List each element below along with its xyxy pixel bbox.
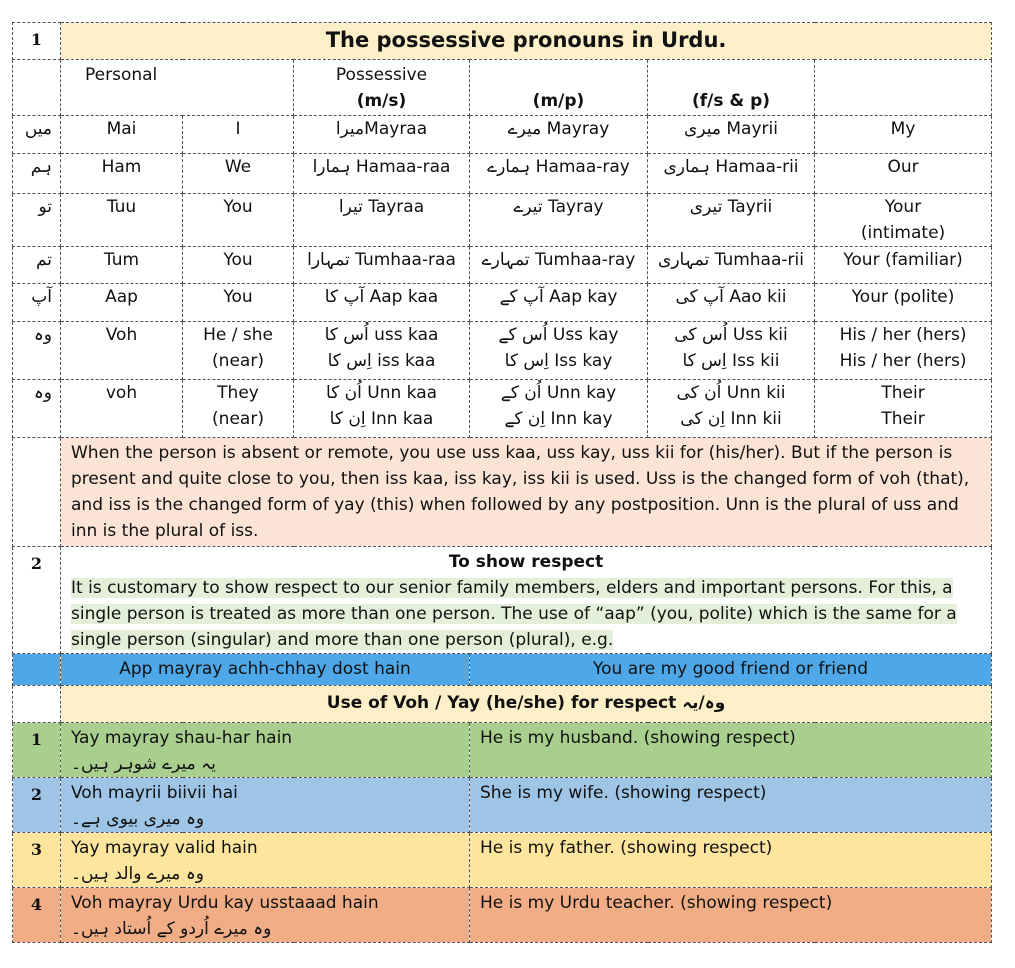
ms-line1: اُن کا Unn kaa	[325, 383, 438, 403]
possessive-mp: تمہارے Tumhaa-ray	[470, 247, 648, 284]
possessive-fsp: ہماری Hamaa-rii	[648, 154, 815, 194]
possessive-ms: آپ کا Aap kaa	[294, 284, 470, 322]
urdu-pronoun: ہم	[13, 154, 61, 194]
english-pronoun: You	[183, 247, 294, 284]
example-number: 4	[13, 888, 61, 943]
ms-line2: اِس کا iss kaa	[327, 351, 436, 371]
urdu-pronoun: تو	[13, 194, 61, 247]
mp-line2: اِس کا Iss kay	[504, 351, 613, 371]
example-urdu: وہ میرے والد ہیں۔	[71, 864, 204, 884]
respect-heading: To show respect	[448, 552, 604, 572]
example-english: She is my wife. (showing respect)	[470, 778, 992, 833]
roman-pronoun: Ham	[61, 154, 183, 194]
meaning: Your (polite)	[815, 284, 992, 322]
fsp-line1: اُن کی Unn kii	[676, 383, 786, 403]
respect-example-row	[13, 778, 992, 833]
possessive-fsp: تیری Tayrii	[648, 194, 815, 247]
example-roman: Yay mayray shau-har hain	[71, 728, 293, 748]
note-row	[13, 438, 992, 547]
possessive-fsp	[648, 322, 815, 380]
roman-pronoun: Mai	[61, 116, 183, 154]
possessive-mp: ہمارے Hamaa-ray	[470, 154, 648, 194]
possessive-fsp	[648, 380, 815, 438]
example-left	[61, 833, 470, 888]
english-pronoun	[183, 322, 294, 380]
table-row	[13, 247, 992, 284]
english-pronoun: We	[183, 154, 294, 194]
title-row	[13, 23, 992, 60]
meaning-line1: Their	[881, 383, 925, 403]
meaning-line2: Their	[881, 409, 925, 429]
urdu-pronoun: آپ	[13, 284, 61, 322]
possessive-fsp: میری Mayrii	[648, 116, 815, 154]
example-urdu: یہ میرے شوہر ہیں۔	[71, 754, 216, 774]
possessive-ms: تیرا Tayraa	[294, 194, 470, 247]
table-row	[13, 284, 992, 322]
english-line1: They	[217, 383, 259, 403]
meaning	[815, 322, 992, 380]
possessive-mp	[470, 380, 648, 438]
respect-text: It is customary to show respect to our senior family members, elders and important persons. For this, a single person is treated as more than one person. The use of “aap” (you, polite) which is the same for a single person (singular) and more than one person (plural), e.g.	[71, 578, 957, 650]
possessive-fsp: آپ کی Aao kii	[648, 284, 815, 322]
possessive-fsp: تمہاری Tumhaa-rii	[648, 247, 815, 284]
roman-pronoun: Aap	[61, 284, 183, 322]
respect-example-row	[13, 723, 992, 778]
meaning: Your (familiar)	[815, 247, 992, 284]
example-urdu-roman: App mayray achh-chhay dost hain	[61, 654, 470, 686]
fsp-line2: اِن کی Inn kii	[680, 409, 782, 429]
example-english: He is my father. (showing respect)	[470, 833, 992, 888]
possessive-ms	[294, 380, 470, 438]
roman-pronoun: voh	[61, 380, 183, 438]
fsp-line1: اُس کی Uss kii	[674, 325, 788, 345]
example-roman: Voh mayray Urdu kay usstaaad hain	[71, 893, 379, 913]
example-english: He is my husband. (showing respect)	[470, 723, 992, 778]
header-row	[13, 60, 992, 116]
pronoun-table-sheet	[12, 22, 991, 943]
table-row	[13, 322, 992, 380]
explanation-note: When the person is absent or remote, you use uss kaa, uss kay, uss kii for (his/her). But if the person is present and quite close to you, then iss kaa, iss kay, iss kii is used. Uss is the changed form of voh (that), and iss is the changed form of yay (this) when followed by any postposition. Unn is the plural of uss and inn is the plural of iss.	[61, 438, 992, 547]
possessive-ms: ہمارا Hamaa-raa	[294, 154, 470, 194]
english-pronoun	[183, 380, 294, 438]
header-mp: (m/p)	[470, 60, 648, 116]
example-number: 1	[13, 723, 61, 778]
mp-line2: اِن کے Inn kay	[504, 409, 613, 429]
urdu-pronoun: تم	[13, 247, 61, 284]
urdu-pronoun: وہ	[13, 322, 61, 380]
urdu-pronoun: میں	[13, 116, 61, 154]
table-row	[13, 154, 992, 194]
english-pronoun: You	[183, 284, 294, 322]
meaning-line2: His / her (hers)	[839, 351, 967, 371]
mp-line1: اُن کے Unn kay	[500, 383, 617, 403]
possessive-mp: آپ کے Aap kay	[470, 284, 648, 322]
section-number: 2	[13, 547, 61, 654]
urdu-pronoun: وہ	[13, 380, 61, 438]
table-row	[13, 380, 992, 438]
fsp-line2: اِس کا Iss kii	[682, 351, 780, 371]
ms-line2: اِن کا Inn kaa	[329, 409, 434, 429]
header-fsp: (f/s & p)	[648, 60, 815, 116]
example-number: 2	[13, 778, 61, 833]
example-english: He is my Urdu teacher. (showing respect)	[470, 888, 992, 943]
example-row	[13, 654, 992, 686]
english-pronoun: I	[183, 116, 294, 154]
voh-yay-heading: Use of Voh / Yay (he/she) for respect وہ/یہ	[61, 686, 992, 723]
english-line2: (near)	[212, 409, 264, 429]
possessive-ms: میراMayraa	[294, 116, 470, 154]
header-ms: (m/s)	[356, 91, 407, 111]
roman-pronoun: Tum	[61, 247, 183, 284]
example-roman: Voh mayrii biivii hai	[71, 783, 238, 803]
respect-example-row	[13, 888, 992, 943]
example-english: You are my good friend or friend	[470, 654, 992, 686]
example-left	[61, 888, 470, 943]
example-left	[61, 723, 470, 778]
meaning-line1: Your	[884, 197, 922, 217]
meaning: Our	[815, 154, 992, 194]
ms-line1: اُس کا uss kaa	[324, 325, 439, 345]
header-possessive	[294, 60, 470, 116]
section-number: 1	[13, 23, 61, 60]
respect-section	[61, 547, 992, 654]
roman-pronoun: Tuu	[61, 194, 183, 247]
possessive-ms	[294, 322, 470, 380]
meaning	[815, 194, 992, 247]
example-urdu: وہ میری بیوی ہے۔	[71, 809, 205, 829]
mp-line1: اُس کے Uss kay	[498, 325, 619, 345]
table-row	[13, 194, 992, 247]
voh-yay-heading-row	[13, 686, 992, 723]
page-title: The possessive pronouns in Urdu.	[61, 23, 992, 60]
meaning-line1: His / her (hers)	[839, 325, 967, 345]
meaning	[815, 380, 992, 438]
respect-example-row	[13, 833, 992, 888]
english-line2: (near)	[212, 351, 264, 371]
possessive-mp	[470, 322, 648, 380]
pronoun-table	[12, 22, 992, 943]
english-pronoun: You	[183, 194, 294, 247]
possessive-mp: میرے Mayray	[470, 116, 648, 154]
respect-section-row	[13, 547, 992, 654]
header-possessive-label: Possessive	[335, 65, 428, 85]
header-personal: Personal	[61, 60, 294, 116]
meaning-line2: (intimate)	[860, 223, 946, 243]
example-roman: Yay mayray valid hain	[71, 838, 258, 858]
possessive-ms: تمہارا Tumhaa-raa	[294, 247, 470, 284]
meaning: My	[815, 116, 992, 154]
example-number: 3	[13, 833, 61, 888]
example-left	[61, 778, 470, 833]
roman-pronoun: Voh	[61, 322, 183, 380]
english-line1: He / she	[203, 325, 273, 345]
table-row	[13, 116, 992, 154]
possessive-mp: تیرے Tayray	[470, 194, 648, 247]
example-urdu: وہ میرے اُردو کے اُستاد ہیں۔	[71, 919, 272, 939]
